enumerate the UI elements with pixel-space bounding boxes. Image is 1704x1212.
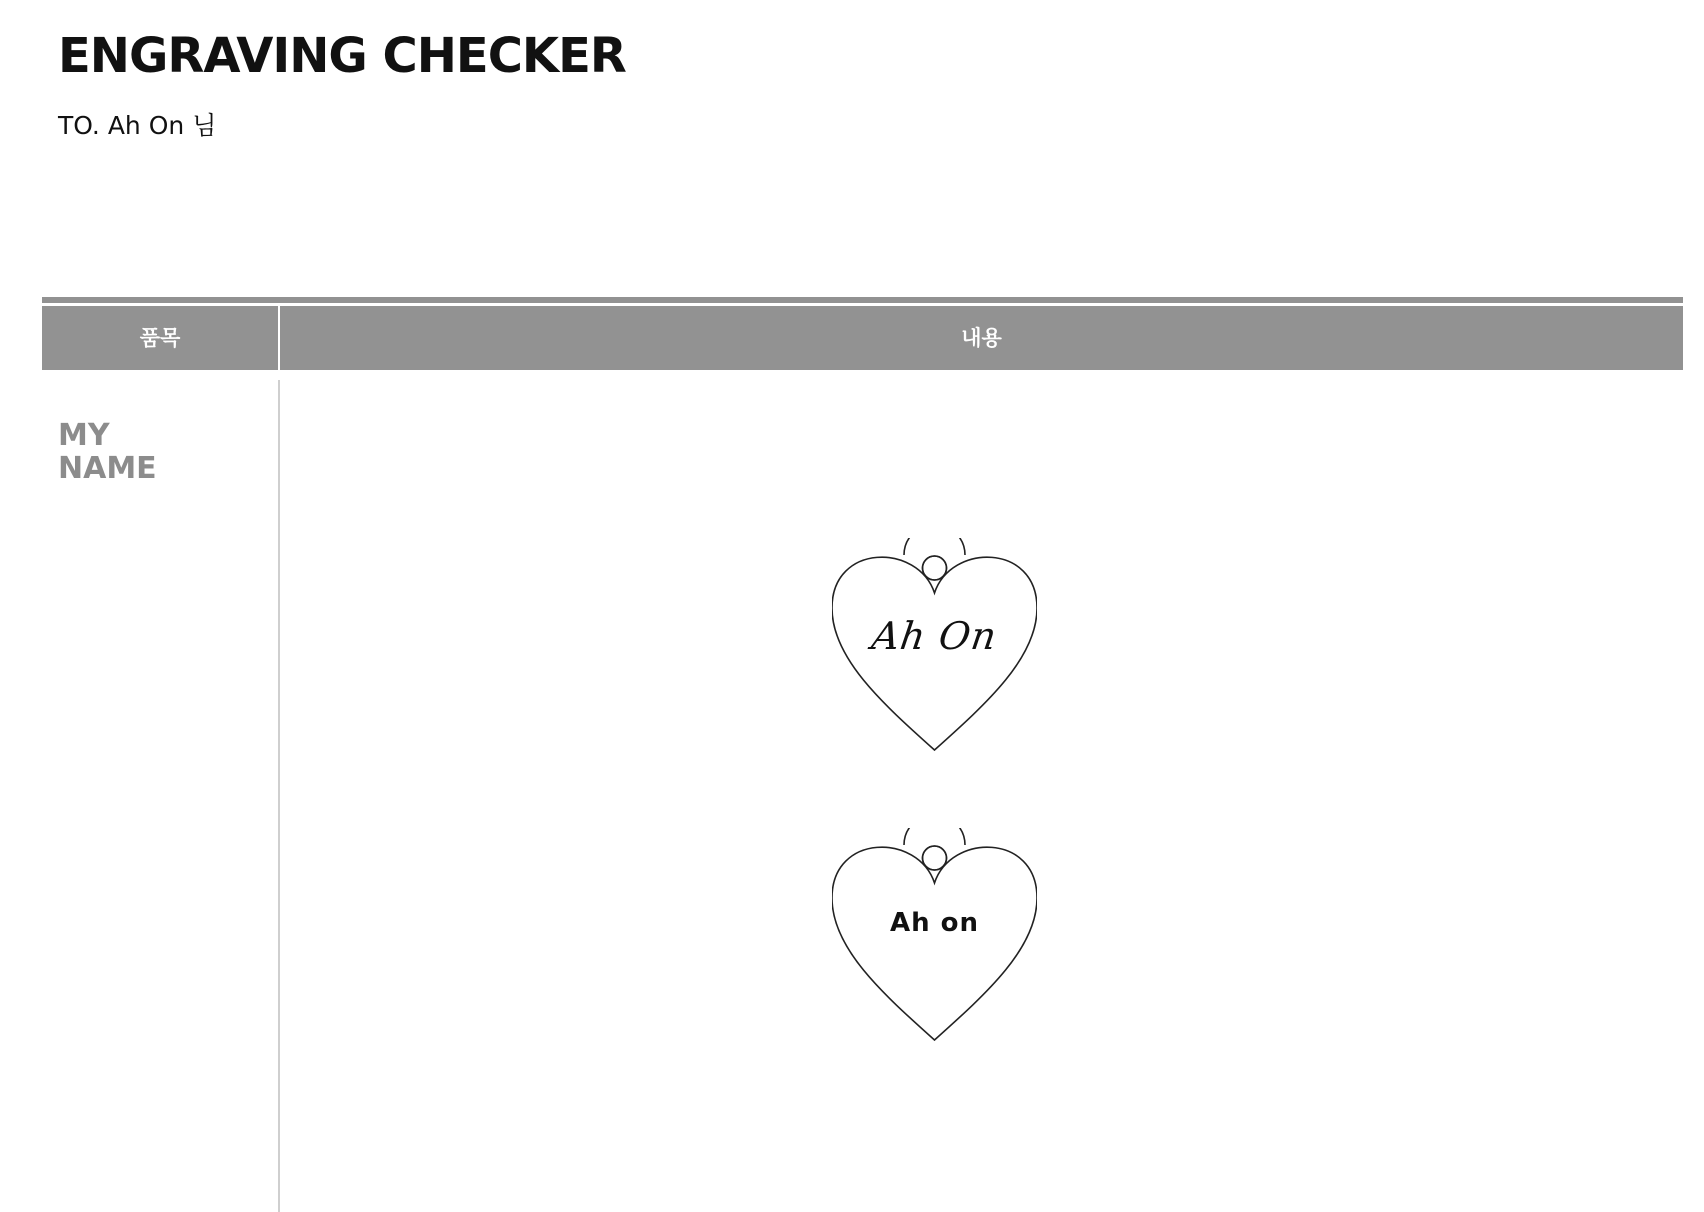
header-content: 내용 [961, 326, 1002, 350]
heart-tag-preview-script [832, 538, 1037, 753]
table-header [42, 306, 1683, 370]
recipient-line: TO. Ah On 님 [58, 111, 217, 140]
heart-tag-preview-print [832, 828, 1037, 1043]
engraving-text: Ah on [889, 908, 980, 938]
item-label [58, 419, 258, 485]
item-label-line-1: MY [58, 418, 110, 453]
table-top-rule [42, 297, 1683, 303]
header-item: 품목 [139, 326, 181, 350]
column-divider [278, 380, 280, 1212]
engraving-text: Ah On [869, 614, 1000, 658]
item-label-line-2: NAME [58, 451, 157, 486]
page-title: ENGRAVING CHECKER [58, 28, 626, 84]
